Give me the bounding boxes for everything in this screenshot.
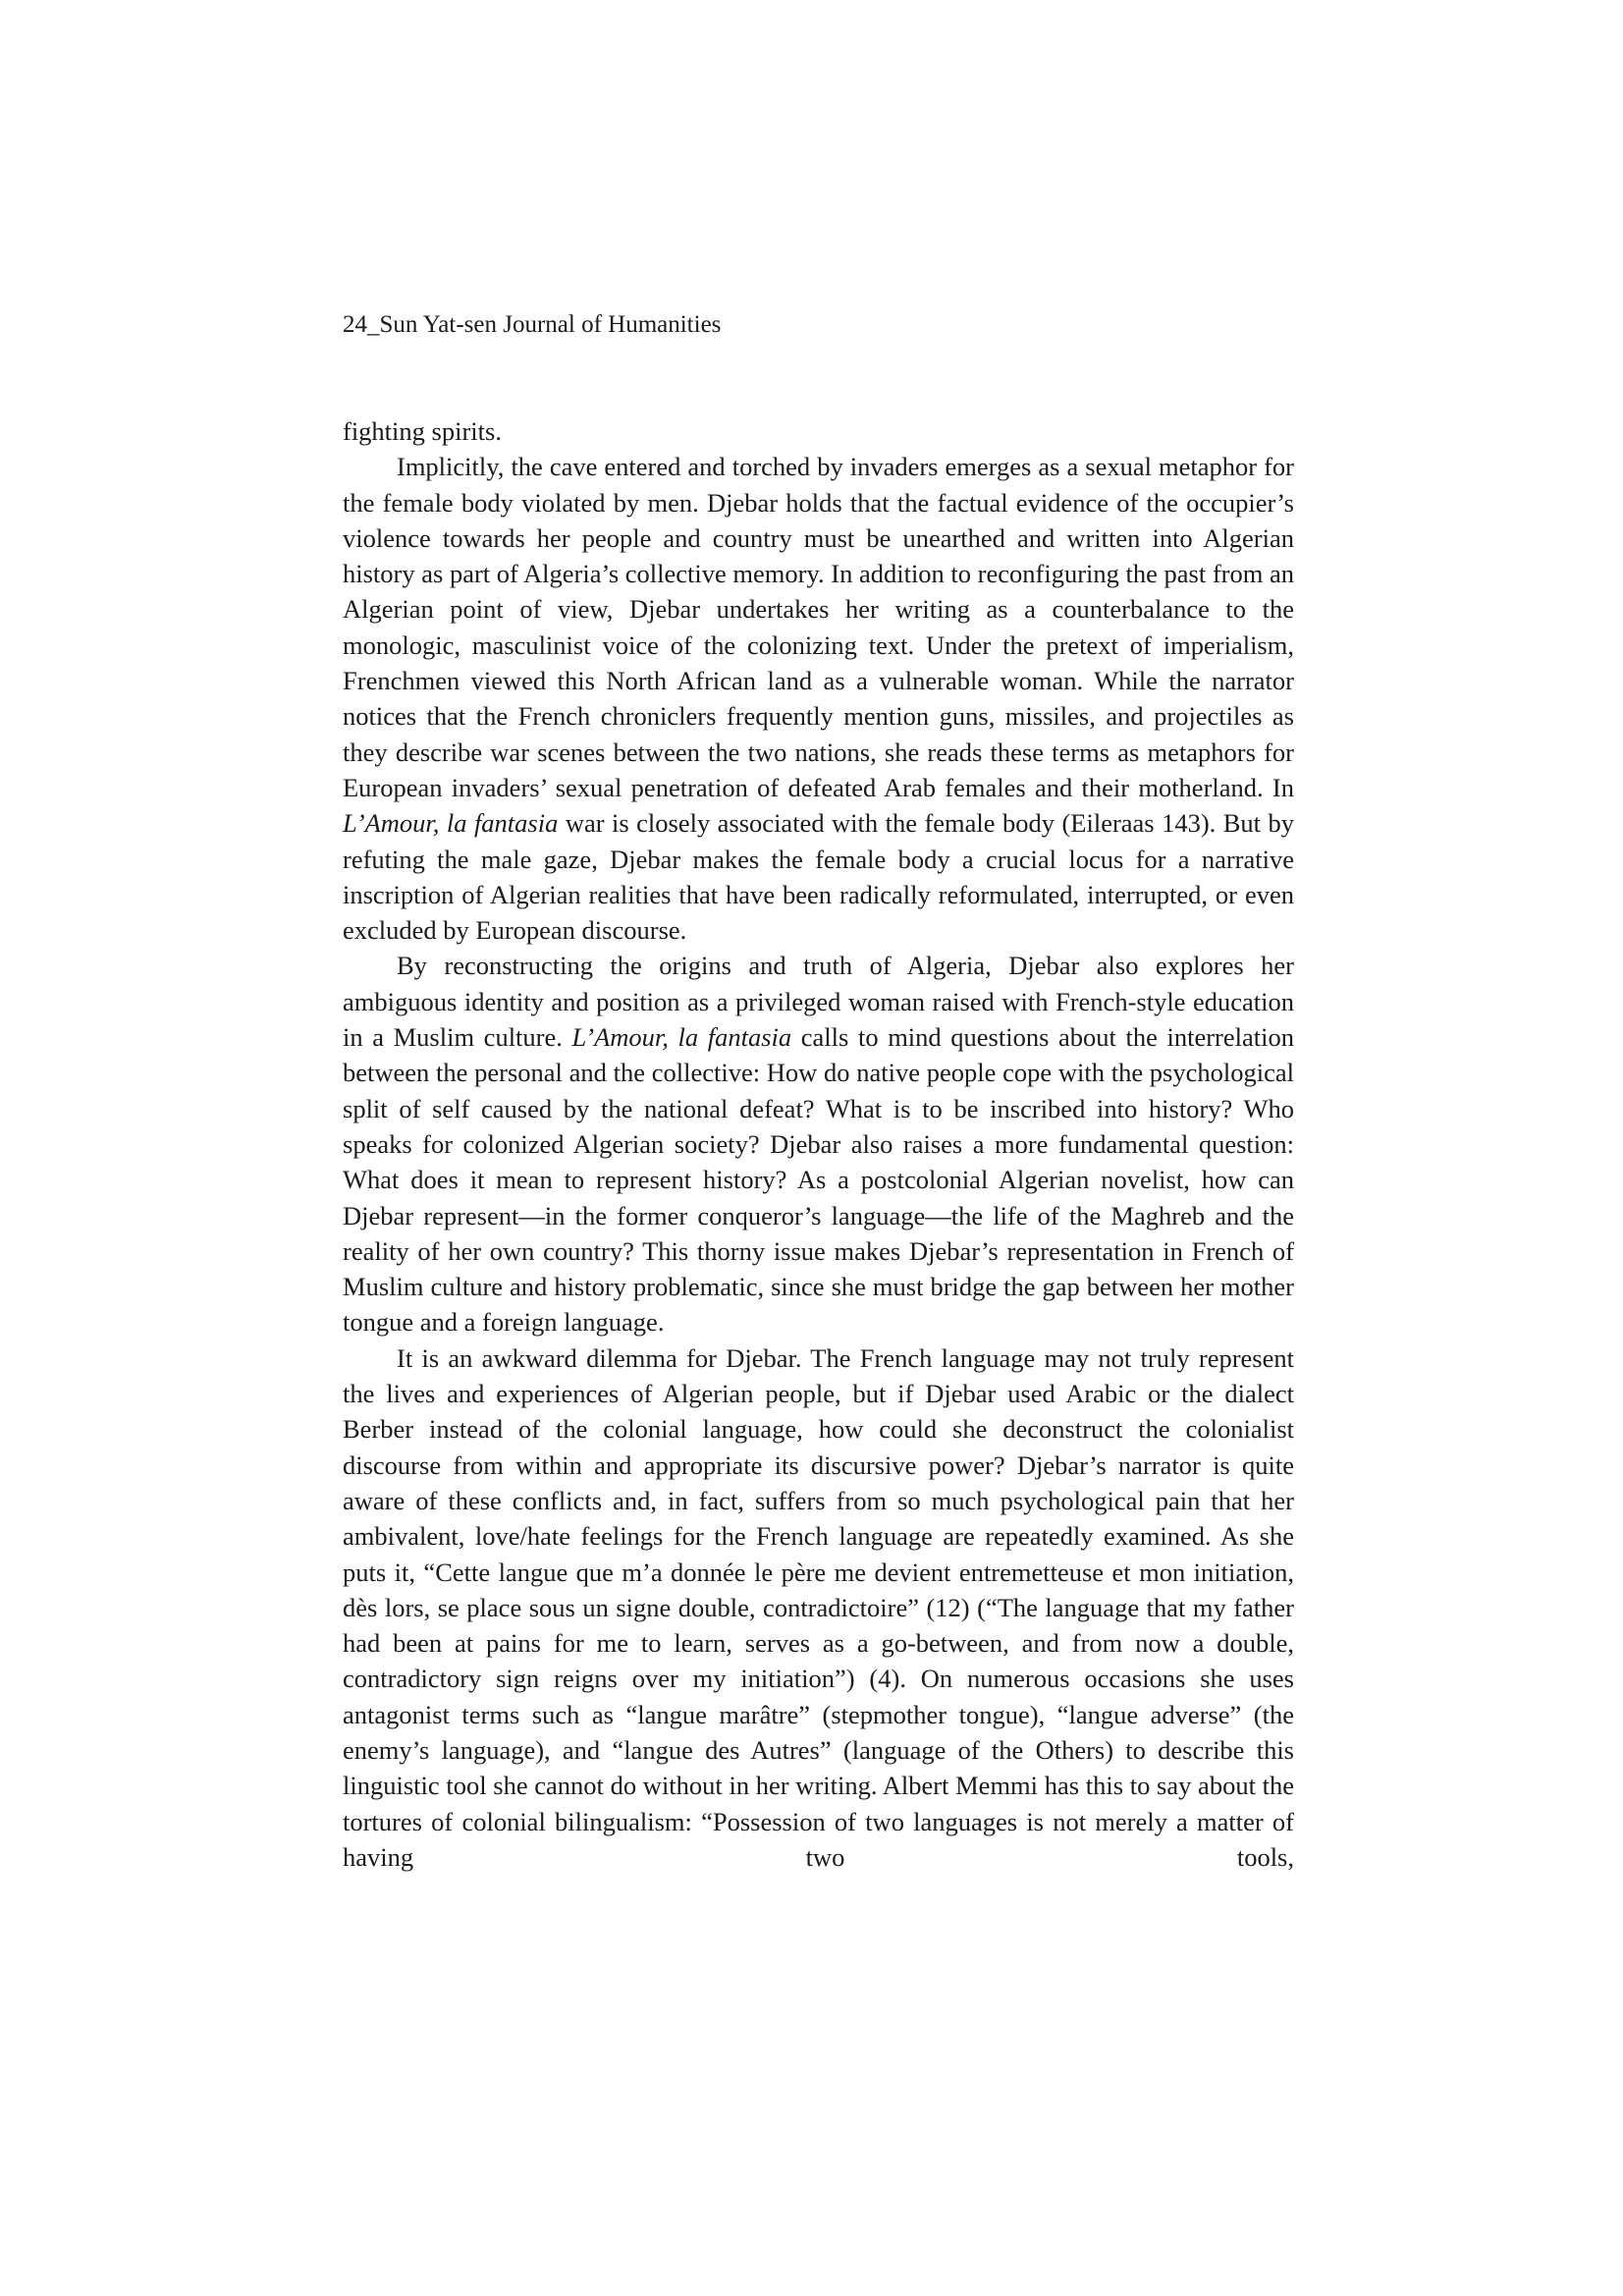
paragraph-continuation	[343, 413, 1294, 449]
italic-title: L’Amour, la fantasia	[571, 1022, 792, 1053]
text-run: war is closely associated with the female body (Eileraas 143). But by refuting the male gaze, Djebar makes the female body a crucial locus for a narrative inscription of Algerian realities that have been radically reformulated, interrupted, or even excluded by European discourse.	[343, 808, 1294, 946]
italic-title: L’Amour, la fantasia	[343, 808, 559, 839]
running-header: 24_Sun Yat-sen Journal of Humanities	[343, 311, 722, 338]
text-run: By reconstructing the origins and truth of Algeria, Djebar also explores her ambiguous identity and position as a privileged woman raised with French-style education in a Muslim culture.	[343, 951, 1294, 1053]
body-text	[343, 413, 1294, 1875]
text-run: It is an awkward dilemma for Djebar. The French language may not truly represent the lives and experiences of Algerian people, but if Djebar used Arabic or the dialect Berber instead of the colonial language, how could she deconstruct the colonialist discourse from within and appropriate its discursive power? Djebar’s narrator is quite aware of these conflicts and, in fact, suffers from so much psychological pain that her ambivalent, love/hate feelings for the French language are repeatedly examined. As she puts it, “Cette langue que m’a donnée le père me devient entremetteuse et mon initiation, dès lors, se place sous un signe double, contradictoire” (12) (“The language that my father had been at pains for me to learn, serves as a go-between, and from now a double, contradictory sign reigns over my initiation”) (4). On numerous occasions she uses antagonist terms such as “langue marâtre” (stepmother tongue), “langue adverse” (the enemy’s language), and “langue des Autres” (language of the Others) to describe this linguistic tool she cannot do without in her writing. Albert Memmi has this to say about the tortures of colonial bilingualism: “Possession of two languages is not merely a matter of having two tools,	[343, 1342, 1294, 1872]
text-run: fighting spirits.	[343, 416, 502, 446]
text-run: calls to mind questions about the interrelation between the personal and the collective: How do native people cope with the psychological split of self caused by the national defeat? What is to be inscribed into history? Who speaks for colonized Algerian society? Djebar also raises a more fundamental question: What does it mean to represent history? As a postcolonial Algerian novelist, how can Djebar represent—in the former conqueror’s language—the life of the Maghreb and the reality of her own country? This thorny issue makes Djebar’s representation in French of Muslim culture and history problematic, since she must bridge the gap between her mother tongue and a foreign language.	[343, 1022, 1294, 1338]
paragraph-cave-metaphor	[343, 449, 1294, 948]
text-run: Implicitly, the cave entered and torched by invaders emerges as a sexual metaphor for the female body violated by men. Djebar holds that the factual evidence of the occupier’s violence towards her people and country must be unearthed and written into Algerian history as part of Algeria’s collective memory. In addition to reconfiguring the past from an Algerian point of view, Djebar undertakes her writing as a counterbalance to the monologic, masculinist voice of the colonizing text. Under the pretext of imperialism, Frenchmen viewed this North African land as a vulnerable woman. While the narrator notices that the French chroniclers frequently mention guns, missiles, and projectiles as they describe war scenes between the two nations, she reads these terms as metaphors for European invaders’ sexual penetration of defeated Arab females and their motherland. In	[343, 452, 1294, 802]
paragraph-language-dilemma	[343, 1340, 1294, 1875]
paragraph-identity	[343, 948, 1294, 1339]
